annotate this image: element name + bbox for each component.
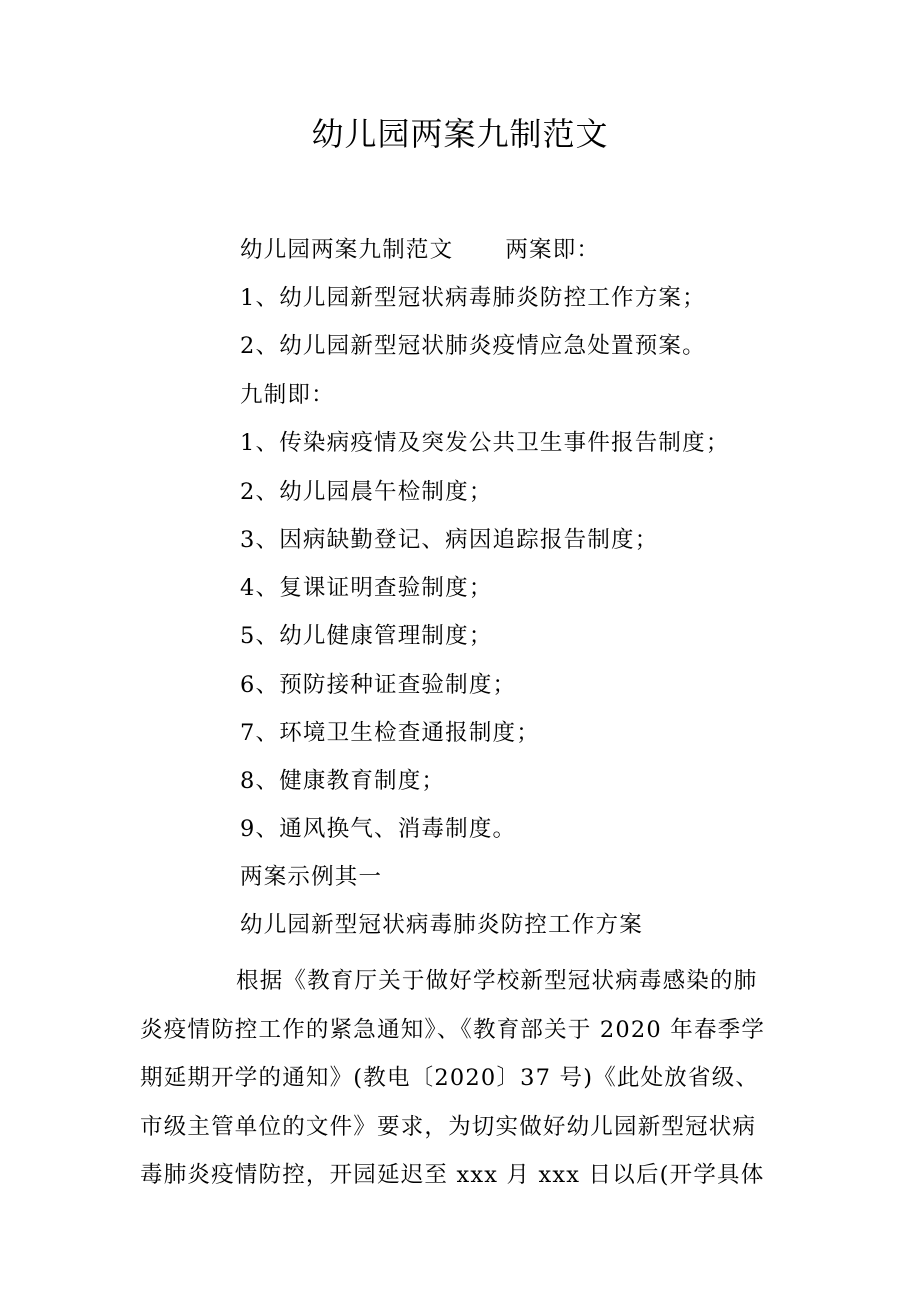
- rule-item-2: 2、幼儿园晨午检制度；: [240, 479, 493, 505]
- rule-item-5: 5、幼儿健康管理制度；: [240, 623, 493, 649]
- rule-item-8: 8、健康教育制度；: [240, 768, 446, 794]
- plan-item-1: 1、幼儿园新型冠状病毒肺炎防控工作方案；: [240, 285, 706, 311]
- nine-rules-heading: 九制即：: [240, 382, 335, 408]
- body-line-2: 炎疫情防控工作的紧急通知》、《教育部关于 2020 年春季学: [140, 1016, 766, 1043]
- body-line-5: 毒肺炎疫情防控，开园延迟至 xxx 月 xxx 日以后(开学具体: [140, 1162, 765, 1188]
- rule-item-4: 4、复课证明查验制度；: [240, 575, 493, 601]
- intro-lead: 幼儿园两案九制范文: [240, 237, 454, 263]
- rule-item-3: 3、因病缺勤登记、病因追踪报告制度；: [240, 527, 659, 553]
- body-line-3: 期延期开学的通知》(教电〔2020〕37 号)《此处放省级、: [140, 1065, 760, 1091]
- rule-item-1: 1、传染病疫情及突发公共卫生事件报告制度；: [240, 430, 730, 456]
- rule-item-6: 6、预防接种证查验制度；: [240, 672, 517, 698]
- document-title: 幼儿园两案九制范文: [311, 115, 609, 153]
- rule-item-7: 7、环境卫生检查通报制度；: [240, 720, 540, 746]
- example-heading: 两案示例其一: [240, 864, 383, 890]
- intro-label: 两案即：: [505, 237, 601, 263]
- intro-line: [240, 234, 600, 266]
- body-line-4: 市级主管单位的文件》要求，为切实做好幼儿园新型冠状病: [140, 1113, 757, 1140]
- body-line-1: 根据《教育厅关于做好学校新型冠状病毒感染的肺: [236, 968, 758, 994]
- rule-item-9: 9、通风换气、消毒制度。: [240, 816, 517, 842]
- plan-item-2: 2、幼儿园新型冠状肺炎疫情应急处置预案。: [240, 333, 706, 359]
- body-paragraph: [140, 957, 782, 1200]
- example-title: 幼儿园新型冠状病毒肺炎防控工作方案: [240, 912, 643, 938]
